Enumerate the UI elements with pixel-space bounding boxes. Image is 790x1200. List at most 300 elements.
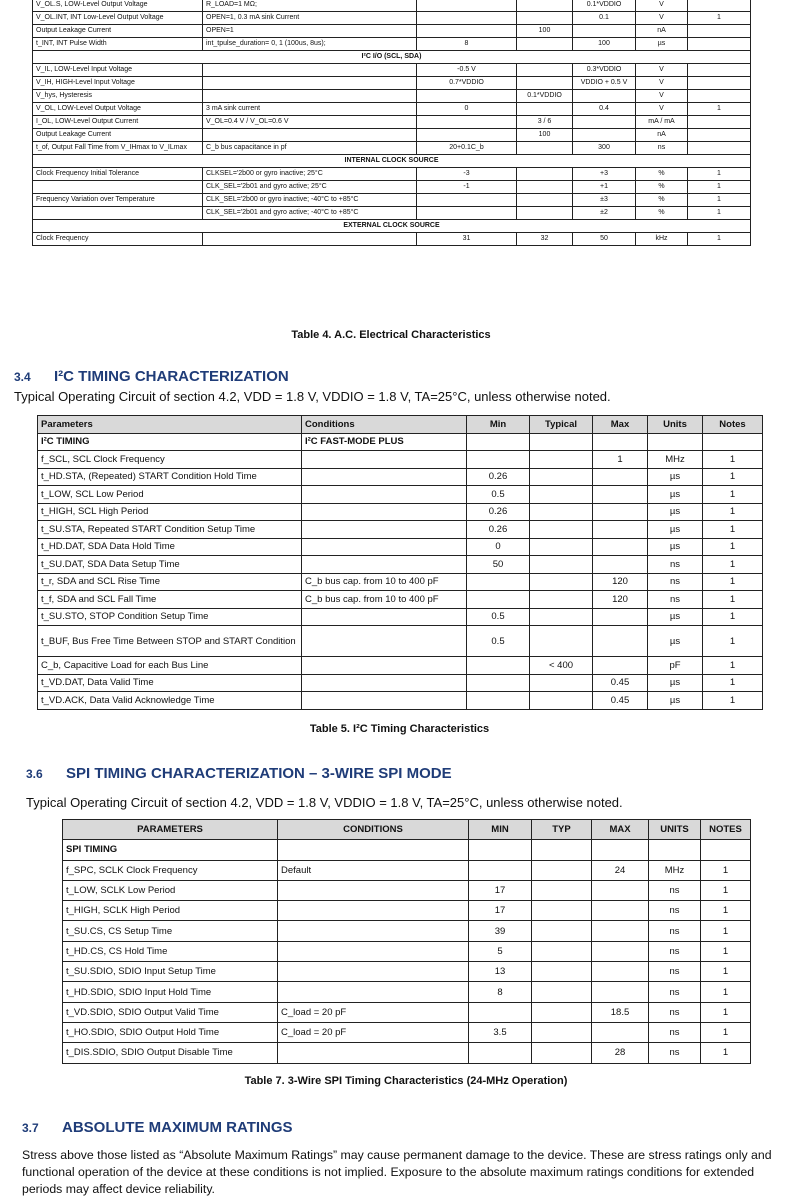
- cell-max: [592, 1022, 649, 1042]
- cell-max: [592, 880, 649, 900]
- cell-min: [417, 194, 517, 207]
- cell-conditions: [302, 608, 467, 626]
- cell-min: 0: [417, 103, 517, 116]
- cell-max: [573, 116, 636, 129]
- table-row: [38, 692, 763, 710]
- cell-conditions: [302, 468, 467, 486]
- cell-max: [593, 468, 648, 486]
- cell-max: 28: [592, 1043, 649, 1063]
- cell-parameter: t_r, SDA and SCL Rise Time: [38, 573, 302, 591]
- cell-typ: [532, 1043, 592, 1063]
- table-row: [38, 626, 763, 657]
- col-notes: NOTES: [701, 820, 751, 840]
- cell-parameter: t_HD.SDIO, SDIO Input Hold Time: [63, 982, 278, 1002]
- cell-max: [593, 486, 648, 504]
- cell-conditions: [302, 626, 467, 657]
- cell-conditions: [302, 451, 467, 469]
- cell-units: V: [636, 12, 688, 25]
- col-min: Min: [467, 416, 530, 434]
- cell-conditions: [302, 521, 467, 539]
- cell-notes: 1: [703, 468, 763, 486]
- table-row: [33, 38, 751, 51]
- cell-conditions: 3 mA sink current: [203, 103, 417, 116]
- cell-notes: 1: [701, 1043, 751, 1063]
- table-row: [63, 982, 751, 1002]
- section-title: SPI TIMING CHARACTERIZATION – 3-WIRE SPI MODE: [66, 765, 452, 782]
- section-3-6-intro: Typical Operating Circuit of section 4.2, VDD = 1.8 V, VDDIO = 1.8 V, TA=25°C, unless otherwise noted.: [26, 795, 623, 810]
- cell-notes: 1: [688, 168, 751, 181]
- cell-conditions: CLK_SEL='2b01 and gyro active; -40°C to +85°C: [203, 207, 417, 220]
- cell-parameter: Output Leakage Current: [33, 129, 203, 142]
- cell-notes: 1: [688, 103, 751, 116]
- section-number: 3.4: [14, 370, 31, 384]
- cell-max: [573, 25, 636, 38]
- cell-parameter: [33, 207, 203, 220]
- cell-min: [467, 692, 530, 710]
- section-3-4-intro: Typical Operating Circuit of section 4.2, VDD = 1.8 V, VDDIO = 1.8 V, TA=25°C, unless otherwise noted.: [14, 389, 611, 404]
- cell-max: 0.1: [573, 12, 636, 25]
- section-title: ABSOLUTE MAXIMUM RATINGS: [62, 1119, 293, 1136]
- cell-typ: [532, 962, 592, 982]
- cell-parameter: t_HD.STA, (Repeated) START Condition Hold Time: [38, 468, 302, 486]
- table-row: [63, 1022, 751, 1042]
- cell-parameter: Output Leakage Current: [33, 25, 203, 38]
- col-units: Units: [648, 416, 703, 434]
- cell-conditions: C_b bus cap. from 10 to 400 pF: [302, 591, 467, 609]
- cell-min: -1: [417, 181, 517, 194]
- section-3-7-heading: [22, 1119, 293, 1136]
- section-title: I²C TIMING CHARACTERIZATION: [54, 368, 289, 385]
- cell-min: -0.5 V: [417, 64, 517, 77]
- cell-units: ns: [649, 941, 701, 961]
- cell-min: [417, 12, 517, 25]
- table7-subheader-row: [63, 840, 751, 860]
- table5-body: [38, 433, 763, 709]
- col-units: UNITS: [649, 820, 701, 840]
- cell-max: [592, 962, 649, 982]
- cell-notes: 1: [688, 233, 751, 246]
- cell-typ: 100: [517, 25, 573, 38]
- cell-max: [592, 921, 649, 941]
- cell-conditions: OPEN=1: [203, 25, 417, 38]
- cell-units: µs: [648, 608, 703, 626]
- cell-typ: [517, 103, 573, 116]
- cell-parameter: [33, 181, 203, 194]
- cell-max: [593, 538, 648, 556]
- cell-notes: 1: [703, 556, 763, 574]
- cell-typ: [530, 486, 593, 504]
- cell-min: 0.26: [467, 521, 530, 539]
- cell-min: [417, 90, 517, 103]
- cell-parameter: f_SCL, SCL Clock Frequency: [38, 451, 302, 469]
- cell-units: µs: [648, 692, 703, 710]
- cell-max: [592, 941, 649, 961]
- cell-typ: [530, 591, 593, 609]
- cell-max: ±2: [573, 207, 636, 220]
- cell-units: ns: [648, 573, 703, 591]
- cell-conditions: CLK_SEL='2b00 or gyro inactive; -40°C to +85°C: [203, 194, 417, 207]
- cell-max: +3: [573, 168, 636, 181]
- cell-notes: 1: [703, 591, 763, 609]
- cell-parameter: V_OL.S, LOW-Level Output Voltage: [33, 0, 203, 12]
- cell-max: [593, 556, 648, 574]
- cell-conditions: int_tpulse_duration= 0, 1 (100us, 8us);: [203, 38, 417, 51]
- cell-typ: [530, 521, 593, 539]
- cell-typ: [532, 880, 592, 900]
- table-row: [63, 921, 751, 941]
- cell-min: 17: [469, 880, 532, 900]
- section-label: INTERNAL CLOCK SOURCE: [33, 155, 751, 168]
- cell-parameter: Clock Frequency Initial Tolerance: [33, 168, 203, 181]
- table-row: [33, 168, 751, 181]
- cell-notes: [688, 64, 751, 77]
- cell-max: +1: [573, 181, 636, 194]
- cell-notes: 1: [688, 12, 751, 25]
- cell-min: 0.5: [467, 608, 530, 626]
- cell-notes: [688, 90, 751, 103]
- cell-notes: [688, 129, 751, 142]
- cell-typ: [517, 181, 573, 194]
- cell-parameter: t_SU.STO, STOP Condition Setup Time: [38, 608, 302, 626]
- table-row: [33, 90, 751, 103]
- col-min: MIN: [469, 820, 532, 840]
- col-max: MAX: [592, 820, 649, 840]
- cell-units: ns: [649, 921, 701, 941]
- cell-conditions: [203, 129, 417, 142]
- cell-notes: [688, 0, 751, 12]
- cell-typ: [532, 1022, 592, 1042]
- table-row: [33, 142, 751, 155]
- table-row: [33, 103, 751, 116]
- cell-max: [593, 626, 648, 657]
- cell-max: [573, 129, 636, 142]
- cell-parameter: V_IH, HIGH-Level Input Voltage: [33, 77, 203, 90]
- cell-units: V: [636, 90, 688, 103]
- cell-parameter: C_b, Capacitive Load for each Bus Line: [38, 657, 302, 675]
- cell-parameter: t_DIS.SDIO, SDIO Output Disable Time: [63, 1043, 278, 1063]
- cell-parameter: Frequency Variation over Temperature: [33, 194, 203, 207]
- table5-subheader-row: [38, 433, 763, 451]
- table-row: [33, 0, 751, 12]
- cell-min: [467, 451, 530, 469]
- cell-conditions: [203, 90, 417, 103]
- table-row: [33, 64, 751, 77]
- cell-min: [417, 207, 517, 220]
- table7-caption: Table 7. 3-Wire SPI Timing Characteristics (24-MHz Operation): [244, 1075, 568, 1087]
- cell-min: -3: [417, 168, 517, 181]
- cell-units: µs: [648, 538, 703, 556]
- cell-notes: [688, 25, 751, 38]
- cell-min: [417, 116, 517, 129]
- table-row: [33, 77, 751, 90]
- cell-max: [593, 521, 648, 539]
- cell-conditions: [278, 962, 469, 982]
- cell-units: V: [636, 103, 688, 116]
- cell-notes: [688, 77, 751, 90]
- cell-min: 20+0.1C_b: [417, 142, 517, 155]
- table-row: [63, 860, 751, 880]
- table-row: [38, 486, 763, 504]
- section-3-4-heading: [14, 368, 289, 385]
- cell-conditions: [278, 921, 469, 941]
- cell-typ: [532, 982, 592, 1002]
- cell-conditions: [203, 233, 417, 246]
- cell-units: %: [636, 207, 688, 220]
- cell-conditions: V_OL=0.4 V / V_OL=0.6 V: [203, 116, 417, 129]
- cell-units: ns: [649, 1002, 701, 1022]
- cell-notes: 1: [701, 880, 751, 900]
- table-row: [33, 207, 751, 220]
- cell-max: 0.3*VDDIO: [573, 64, 636, 77]
- cell-typ: [532, 1002, 592, 1022]
- col-parameters: Parameters: [38, 416, 302, 434]
- cell-notes: 1: [701, 901, 751, 921]
- cell-max: 18.5: [592, 1002, 649, 1022]
- cell-min: 50: [467, 556, 530, 574]
- cell-typ: [517, 12, 573, 25]
- cell-parameter: t_BUF, Bus Free Time Between STOP and START Condition: [38, 626, 302, 657]
- col-notes: Notes: [703, 416, 763, 434]
- table7-header-row: [63, 820, 751, 840]
- cell-units: MHz: [648, 451, 703, 469]
- table5-header-row: [38, 416, 763, 434]
- table4-body: [33, 0, 751, 246]
- cell-conditions: OPEN=1, 0.3 mA sink Current: [203, 12, 417, 25]
- cell-conditions: [302, 503, 467, 521]
- cell-conditions: [278, 901, 469, 921]
- cell-typ: [530, 468, 593, 486]
- cell-parameter: t_SU.SDIO, SDIO Input Setup Time: [63, 962, 278, 982]
- cell-typ: [530, 556, 593, 574]
- col-typ: TYP: [532, 820, 592, 840]
- cell-conditions: [278, 1043, 469, 1063]
- cell-parameter: V_OL.INT, INT Low-Level Output Voltage: [33, 12, 203, 25]
- cell-conditions: R_LOAD=1 MΩ;: [203, 0, 417, 12]
- cell-units: kHz: [636, 233, 688, 246]
- cell-notes: 1: [701, 1002, 751, 1022]
- cell-parameter: t_HIGH, SCL High Period: [38, 503, 302, 521]
- cell-conditions: [302, 486, 467, 504]
- section-label: EXTERNAL CLOCK SOURCE: [33, 220, 751, 233]
- cell-max: 100: [573, 38, 636, 51]
- cell-parameter: t_f, SDA and SCL Fall Time: [38, 591, 302, 609]
- cell-typ: [530, 538, 593, 556]
- cell-max: 0.45: [593, 692, 648, 710]
- cell-notes: 1: [703, 486, 763, 504]
- cell-max: 300: [573, 142, 636, 155]
- cell-notes: 1: [688, 194, 751, 207]
- cell-parameter: t_HO.SDIO, SDIO Output Hold Time: [63, 1022, 278, 1042]
- table-row: [38, 503, 763, 521]
- cell-min: [467, 674, 530, 692]
- cell-min: [417, 0, 517, 12]
- cell-notes: 1: [703, 538, 763, 556]
- cell-typ: [530, 692, 593, 710]
- cell-min: 0.26: [467, 468, 530, 486]
- cell-parameter: I_OL, LOW-Level Output Current: [33, 116, 203, 129]
- col-max: Max: [593, 416, 648, 434]
- cell-parameter: t_SU.STA, Repeated START Condition Setup Time: [38, 521, 302, 539]
- cell-units: MHz: [649, 860, 701, 880]
- table-row: [38, 573, 763, 591]
- cell-min: 17: [469, 901, 532, 921]
- cell-typ: [530, 451, 593, 469]
- cell-typ: [532, 860, 592, 880]
- table7-body: [63, 840, 751, 1063]
- table-row: [38, 468, 763, 486]
- cell-typ: [532, 941, 592, 961]
- cell-conditions: [278, 941, 469, 961]
- cell-units: V: [636, 64, 688, 77]
- cell-notes: 1: [701, 941, 751, 961]
- cell-parameter: t_VD.DAT, Data Valid Time: [38, 674, 302, 692]
- table-row: [38, 674, 763, 692]
- cell-min: [467, 591, 530, 609]
- cell-min: [467, 657, 530, 675]
- cell-parameter: t_LOW, SCL Low Period: [38, 486, 302, 504]
- cell-typ: [517, 64, 573, 77]
- cell-units: %: [636, 181, 688, 194]
- cell-parameter: t_of, Output Fall Time from V_IHmax to V_ILmax: [33, 142, 203, 155]
- cell-units: µs: [648, 486, 703, 504]
- section-3-7-body: Stress above those listed as “Absolute Maximum Ratings” may cause permanent damage to the device. These are stress ratings only and functional operation of the device at these conditions is not implied. Exposure to the absolute maximum ratings conditions for extended periods may affect device reliability.: [22, 1148, 772, 1196]
- table4-caption: Table 4. A.C. Electrical Characteristics: [291, 329, 491, 341]
- cell-max: 120: [593, 573, 648, 591]
- cell-notes: 1: [703, 674, 763, 692]
- cell-parameter: t_HD.DAT, SDA Data Hold Time: [38, 538, 302, 556]
- cell-notes: [688, 142, 751, 155]
- cell-max: [592, 982, 649, 1002]
- cell-typ: [517, 142, 573, 155]
- cell-parameter: t_SU.DAT, SDA Data Setup Time: [38, 556, 302, 574]
- col-conditions: CONDITIONS: [278, 820, 469, 840]
- ac-electrical-characteristics-table: [32, 0, 751, 246]
- cell-parameter: t_HIGH, SCLK High Period: [63, 901, 278, 921]
- cell-notes: 1: [688, 181, 751, 194]
- table-row: [38, 556, 763, 574]
- subheader-param: I²C TIMING: [38, 433, 302, 451]
- table-row: [38, 608, 763, 626]
- cell-min: 8: [469, 982, 532, 1002]
- section-number: 3.6: [26, 767, 43, 781]
- cell-units: ns: [648, 556, 703, 574]
- spi-timing-table: [62, 819, 751, 1064]
- cell-conditions: [302, 692, 467, 710]
- cell-conditions: [278, 982, 469, 1002]
- cell-max: [573, 90, 636, 103]
- cell-conditions: C_load = 20 pF: [278, 1002, 469, 1022]
- table-section-row: [33, 51, 751, 64]
- cell-parameter: f_SPC, SCLK Clock Frequency: [63, 860, 278, 880]
- cell-units: ns: [649, 880, 701, 900]
- cell-parameter: V_OL, LOW-Level Output Voltage: [33, 103, 203, 116]
- cell-min: 0: [467, 538, 530, 556]
- cell-conditions: [302, 674, 467, 692]
- cell-parameter: t_INT, INT Pulse Width: [33, 38, 203, 51]
- table-row: [33, 116, 751, 129]
- cell-typ: 32: [517, 233, 573, 246]
- cell-min: [417, 129, 517, 142]
- col-parameters: PARAMETERS: [63, 820, 278, 840]
- cell-max: 0.4: [573, 103, 636, 116]
- table-row: [33, 181, 751, 194]
- cell-min: 8: [417, 38, 517, 51]
- i2c-timing-table: [37, 415, 763, 710]
- cell-conditions: [203, 77, 417, 90]
- section-number: 3.7: [22, 1121, 39, 1135]
- cell-min: [467, 573, 530, 591]
- cell-typ: [517, 77, 573, 90]
- table-row: [33, 12, 751, 25]
- cell-min: 5: [469, 941, 532, 961]
- table-row: [38, 657, 763, 675]
- cell-typ: 0.1*VDDIO: [517, 90, 573, 103]
- table-row: [63, 941, 751, 961]
- cell-units: V: [636, 77, 688, 90]
- subheader-cond: I²C FAST-MODE PLUS: [302, 433, 467, 451]
- cell-typ: [517, 0, 573, 12]
- cell-parameter: t_SU.CS, CS Setup Time: [63, 921, 278, 941]
- cell-min: [469, 1002, 532, 1022]
- cell-notes: 1: [701, 962, 751, 982]
- table-row: [33, 233, 751, 246]
- cell-parameter: V_hys, Hysteresis: [33, 90, 203, 103]
- cell-conditions: [203, 64, 417, 77]
- cell-min: [469, 860, 532, 880]
- cell-units: µs: [648, 626, 703, 657]
- cell-typ: [530, 674, 593, 692]
- table-row: [33, 194, 751, 207]
- cell-max: 120: [593, 591, 648, 609]
- table-row: [63, 1002, 751, 1022]
- table5-caption: Table 5. I²C Timing Characteristics: [309, 723, 490, 735]
- cell-conditions: Default: [278, 860, 469, 880]
- table-row: [38, 538, 763, 556]
- cell-typ: [517, 194, 573, 207]
- cell-typ: [532, 901, 592, 921]
- cell-conditions: [278, 880, 469, 900]
- cell-units: µs: [648, 468, 703, 486]
- cell-typ: 3 / 6: [517, 116, 573, 129]
- cell-notes: 1: [703, 573, 763, 591]
- cell-units: ns: [636, 142, 688, 155]
- table-row: [38, 451, 763, 469]
- cell-units: mA / mA: [636, 116, 688, 129]
- section-3-6-heading: [26, 765, 452, 782]
- cell-units: µs: [648, 503, 703, 521]
- cell-conditions: [302, 556, 467, 574]
- cell-notes: [688, 116, 751, 129]
- cell-parameter: t_LOW, SCLK Low Period: [63, 880, 278, 900]
- cell-notes: 1: [701, 860, 751, 880]
- cell-min: 31: [417, 233, 517, 246]
- table-row: [33, 129, 751, 142]
- cell-units: µs: [648, 521, 703, 539]
- cell-units: V: [636, 0, 688, 12]
- cell-typ: [530, 608, 593, 626]
- cell-typ: [517, 38, 573, 51]
- cell-notes: 1: [701, 982, 751, 1002]
- cell-units: ns: [649, 982, 701, 1002]
- table-row: [63, 901, 751, 921]
- cell-typ: [530, 626, 593, 657]
- cell-notes: 1: [703, 608, 763, 626]
- cell-parameter: V_IL, LOW-Level Input Voltage: [33, 64, 203, 77]
- cell-parameter: t_VD.SDIO, SDIO Output Valid Time: [63, 1002, 278, 1022]
- cell-min: 3.5: [469, 1022, 532, 1042]
- cell-min: 0.5: [467, 626, 530, 657]
- col-conditions: Conditions: [302, 416, 467, 434]
